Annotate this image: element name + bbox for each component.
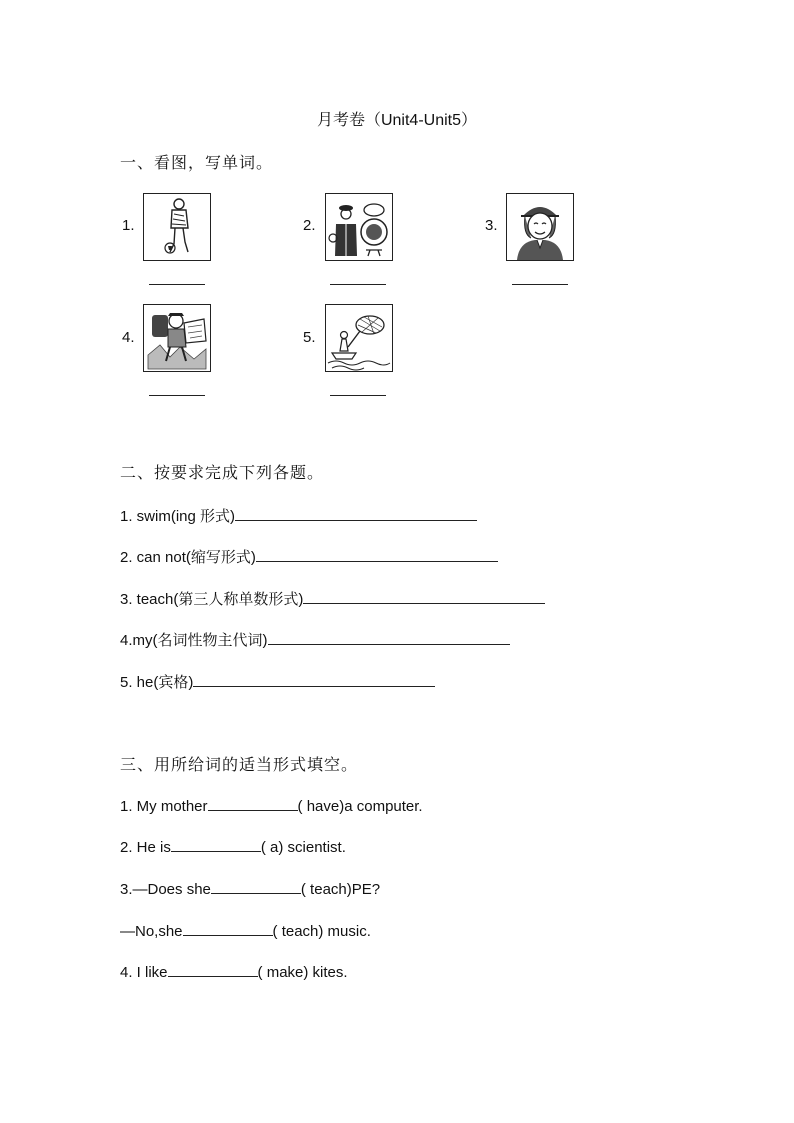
list-item: [120, 505, 477, 526]
question-text: 3. teach(第三人称单数形式): [120, 591, 304, 608]
policeman-robot-icon: [325, 193, 393, 261]
answer-blank[interactable]: [235, 506, 477, 521]
answer-blank[interactable]: [303, 589, 545, 604]
woman-cap-icon: [506, 193, 574, 261]
list-item: [120, 796, 423, 815]
football-player-icon: [143, 193, 211, 261]
item5-number: 5.: [303, 329, 316, 346]
answer-blank[interactable]: [171, 837, 261, 852]
answer-blank[interactable]: [208, 796, 298, 811]
question-text: ( teach)PE?: [300, 881, 381, 898]
question-text: 1. My mother: [120, 798, 208, 815]
list-item: [120, 962, 348, 981]
fisherman-net-icon: [325, 304, 393, 372]
list-item: [120, 629, 510, 650]
answer-blank[interactable]: [330, 284, 386, 285]
item3-number: 3.: [485, 217, 498, 234]
question-text: 2. He is: [120, 839, 171, 856]
section1-heading: 一、看图，写单词。: [120, 155, 274, 172]
section2-heading: 二、按要求完成下列各题。: [120, 465, 325, 482]
question-text: —No,she: [120, 923, 183, 940]
answer-blank[interactable]: [168, 962, 258, 977]
answer-blank[interactable]: [330, 395, 386, 396]
question-text: ( teach) music.: [272, 923, 371, 940]
list-item: [120, 879, 380, 898]
item2-number: 2.: [303, 217, 316, 234]
question-text: 1. swim(ing 形式): [120, 508, 236, 525]
item1-number: 1.: [122, 217, 135, 234]
question-text: 2. can not(缩写形式): [120, 549, 256, 566]
section3-heading: 三、用所给词的适当形式填空。: [120, 757, 359, 774]
answer-blank[interactable]: [193, 672, 435, 687]
list-item: [120, 588, 545, 609]
answer-blank[interactable]: [183, 921, 273, 936]
question-text: ( a) scientist.: [260, 839, 346, 856]
answer-blank[interactable]: [149, 284, 205, 285]
question-text: ( make) kites.: [257, 964, 348, 981]
answer-blank[interactable]: [512, 284, 568, 285]
list-item: [120, 671, 435, 692]
question-text: 3.—Does she: [120, 881, 211, 898]
hiker-map-icon: [143, 304, 211, 372]
question-text: 4. I like: [120, 964, 168, 981]
question-text: 5. he(宾格): [120, 674, 194, 691]
answer-blank[interactable]: [149, 395, 205, 396]
answer-blank[interactable]: [211, 879, 301, 894]
answer-blank[interactable]: [256, 547, 498, 562]
question-text: 4.my(名词性物主代词): [120, 632, 268, 649]
list-item: [120, 921, 371, 940]
list-item: [120, 546, 498, 567]
page-title: 月考卷（Unit4-Unit5）: [316, 112, 478, 129]
answer-blank[interactable]: [268, 630, 510, 645]
question-text: ( have)a computer.: [297, 798, 423, 815]
item4-number: 4.: [122, 329, 135, 346]
list-item: [120, 837, 346, 856]
